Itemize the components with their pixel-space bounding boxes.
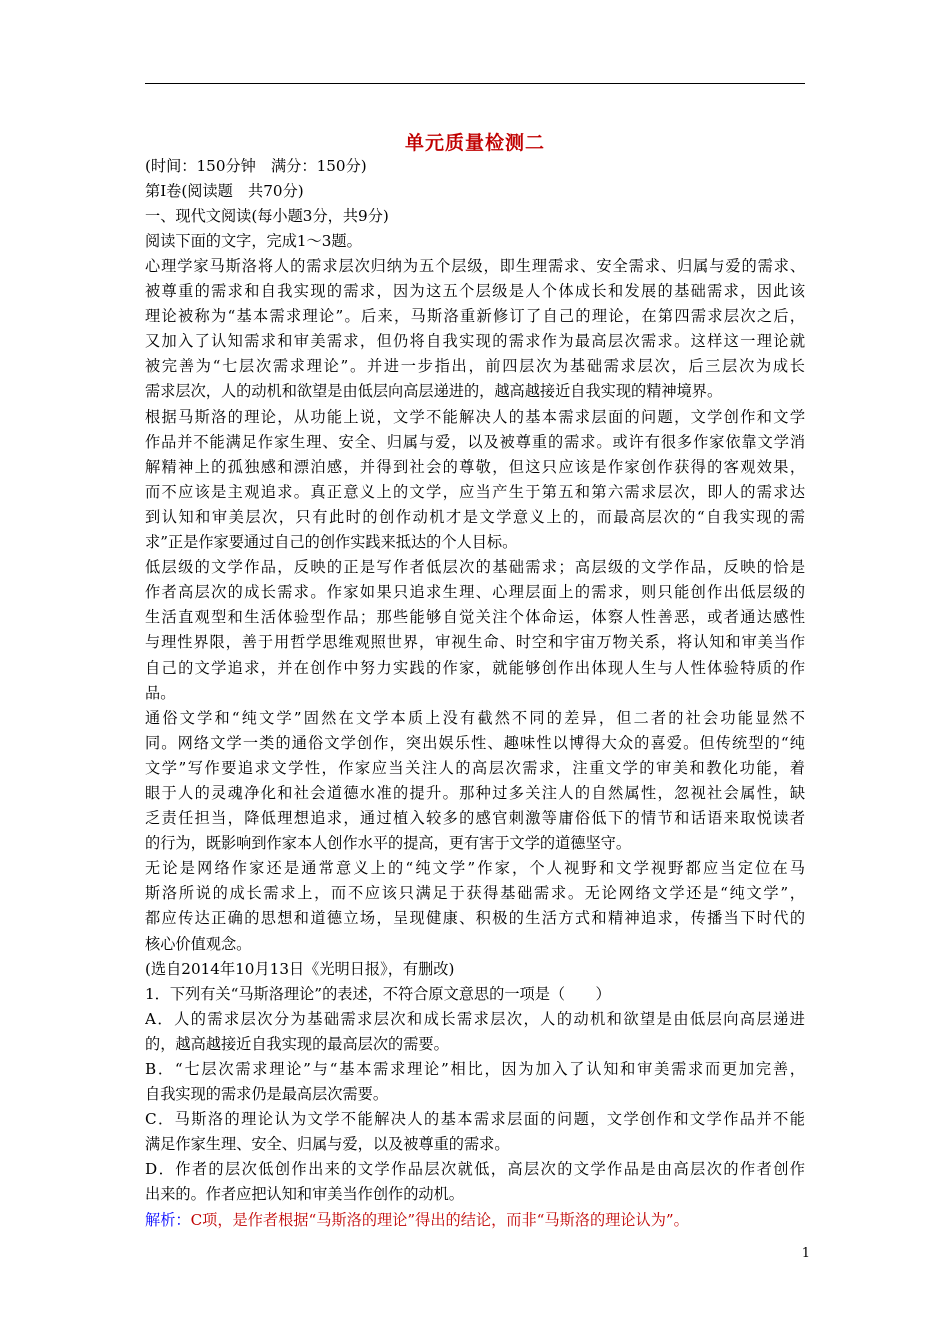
analysis-text: C项，是作者根据“马斯洛的理论”得出的结论，而非“马斯洛的理论认为”。 bbox=[190, 1210, 689, 1229]
paragraph-line: 又加入了认知需求和审美需求，但仍将自我实现的需求作为最高层次需求。这样这一理论就 bbox=[145, 332, 805, 351]
option-c bbox=[145, 1107, 805, 1157]
question-stem: 1．下列有关“马斯洛理论”的表述，不符合原文意思的一项是（ ） bbox=[145, 984, 611, 1003]
paragraph-line: 根据马斯洛的理论，从功能上说，文学不能解决人的基本需求层面的问题，文学创作和文学 bbox=[145, 407, 805, 426]
option-b bbox=[145, 1057, 805, 1107]
article-paragraph-5 bbox=[145, 856, 805, 956]
paragraph-line: 作品并不能满足作家生理、安全、归属与爱，以及被尊重的需求。或许有很多作家依靠文学消 bbox=[145, 432, 805, 451]
paragraph-line: 理论被称为“基本需求理论”。后来，马斯洛重新修订了自己的理论，在第四需求层次之后， bbox=[145, 307, 805, 326]
header-rule bbox=[145, 83, 805, 84]
paragraph-line: 需求层次，人的动机和欲望是由低层向高层递进的，越高越接近自我实现的精神境界。 bbox=[145, 382, 723, 401]
paragraph-line: 作者高层次的成长需求。作家如果只追求生理、心理层面上的需求，则只能创作出低层级的 bbox=[145, 583, 805, 602]
option-line: 自我实现的需求仍是最高层次需要。 bbox=[145, 1085, 388, 1104]
option-line: C．马斯洛的理论认为文学不能解决人的基本需求层面的问题，文学创作和文学作品并不能 bbox=[145, 1110, 805, 1129]
option-line: B．“七层次需求理论”与“基本需求理论”相比，因为加入了认知和审美需求而更加完善， bbox=[145, 1060, 805, 1078]
paragraph-line: 核心价值观念。 bbox=[145, 934, 252, 953]
paragraph-line: 的行为，既影响到作家本人创作水平的提高，更有害于文学的道德坚守。 bbox=[145, 834, 631, 853]
paragraph-line: 低层级的文学作品，反映的正是写作者低层次的基础需求；高层级的文学作品，反映的恰是 bbox=[145, 558, 805, 577]
document-body bbox=[145, 154, 805, 1233]
paragraph-line: 解精神上的孤独感和漂泊感，并得到社会的尊敬，但这只应该是作家创作获得的客观效果， bbox=[145, 457, 805, 476]
paragraph-line: 而不应该是主观追求。真正意义上的文学，应当产生于第五和第六需求层次，即人的需求达 bbox=[145, 482, 805, 501]
page-title: 单元质量检测二 bbox=[404, 132, 545, 154]
page-number: 1 bbox=[801, 1246, 810, 1261]
paragraph-line: 到认知和审美层次，只有此时的创作动机才是文学意义上的，而最高层次的“自我实现的需 bbox=[145, 507, 805, 526]
answer-analysis bbox=[145, 1208, 805, 1233]
exam-time-info: (时间：150分钟 满分：150分) bbox=[145, 157, 367, 175]
paragraph-line: 无论是网络作家还是通常意义上的“纯文学”作家，个人视野和文学视野都应当定位在马 bbox=[145, 859, 805, 878]
article-paragraph-2 bbox=[145, 405, 805, 556]
article-paragraph-1 bbox=[145, 254, 805, 405]
paragraph-line: 被完善为“七层次需求理论”。并进一步指出，前四层次为基础需求层次，后三层次为成长 bbox=[145, 357, 805, 376]
option-line: 的，越高越接近自我实现的最高层次的需要。 bbox=[145, 1034, 449, 1053]
paragraph-line: 都应传达正确的思想和道德立场，呈现健康、积极的生活方式和精神追求，传播当下时代的 bbox=[145, 909, 805, 928]
paragraph-line: 被尊重的需求和自我实现的需求，因为这五个层级是人个体成长和发展的基础需求，因此该 bbox=[145, 282, 805, 301]
paragraph-line: 同。网络文学一类的通俗文学创作，突出娱乐性、趣味性以博得大众的喜爱。但传统型的“纯 bbox=[145, 733, 805, 752]
option-line: D．作者的层次低创作出来的文学作品层次就低，高层次的文学作品是由高层次的作者创作 bbox=[145, 1160, 805, 1179]
option-line: A．人的需求层次分为基础需求层次和成长需求层次，人的动机和欲望是由低层向高层递进 bbox=[145, 1009, 805, 1028]
paragraph-line: 斯洛所说的成长需求上，而不应该只满足于获得基础需求。无论网络文学还是“纯文学”， bbox=[145, 884, 805, 903]
option-line: 出来的。作者应把认知和审美当作创作的动机。 bbox=[145, 1185, 464, 1204]
paragraph-line: 文学”写作要追求文学性，作家应当关注人的高层次需求，注重文学的审美和教化功能，着 bbox=[145, 758, 805, 777]
paragraph-line: 品。 bbox=[145, 683, 176, 702]
paragraph-line: 乏责任担当，降低理想追求，通过植入较多的感官刺激等庸俗低下的情节和话语来取悦读者 bbox=[145, 809, 805, 828]
paragraph-line: 心理学家马斯洛将人的需求层次归纳为五个层级，即生理需求、安全需求、归属与爱的需求、 bbox=[145, 257, 805, 275]
paragraph-line: 自己的文学追求，并在创作中努力实践的作家，就能够创作出体现人生与人性体验特质的作 bbox=[145, 658, 805, 677]
option-d bbox=[145, 1157, 805, 1207]
paragraph-line: 眼于人的灵魂净化和社会道德水准的提升。那种过多关注人的自然属性，忽视社会属性，缺 bbox=[145, 783, 805, 802]
article-paragraph-4 bbox=[145, 706, 805, 857]
paragraph-line: 与理性界限，善于用哲学思维观照世界，审视生命、时空和宇宙万物关系，将认知和审美当作 bbox=[145, 633, 805, 652]
reading-instruction: 阅读下面的文字，完成1～3题。 bbox=[145, 232, 362, 250]
option-a bbox=[145, 1007, 805, 1057]
paragraph-line: 通俗文学和“纯文学”固然在文学本质上没有截然不同的差异，但二者的社会功能显然不 bbox=[145, 708, 805, 727]
section-heading: 第Ⅰ卷(阅读题 共70分) bbox=[145, 182, 304, 200]
article-source: (选自2014年10月13日《光明日报》，有删改) bbox=[145, 959, 455, 978]
analysis-label: 解析： bbox=[145, 1210, 191, 1229]
part-heading: 一、现代文阅读(每小题3分，共9分) bbox=[145, 207, 389, 225]
paragraph-line: 求”正是作家要通过自己的创作实践来抵达的个人目标。 bbox=[145, 533, 518, 552]
option-line: 满足作家生理、安全、归属与爱，以及被尊重的需求。 bbox=[145, 1135, 510, 1154]
article-paragraph-3 bbox=[145, 555, 805, 706]
paragraph-line: 生活直观型和生活体验型作品；那些能够自觉关注个体命运，体察人性善恶，或者通达感性 bbox=[145, 608, 805, 627]
